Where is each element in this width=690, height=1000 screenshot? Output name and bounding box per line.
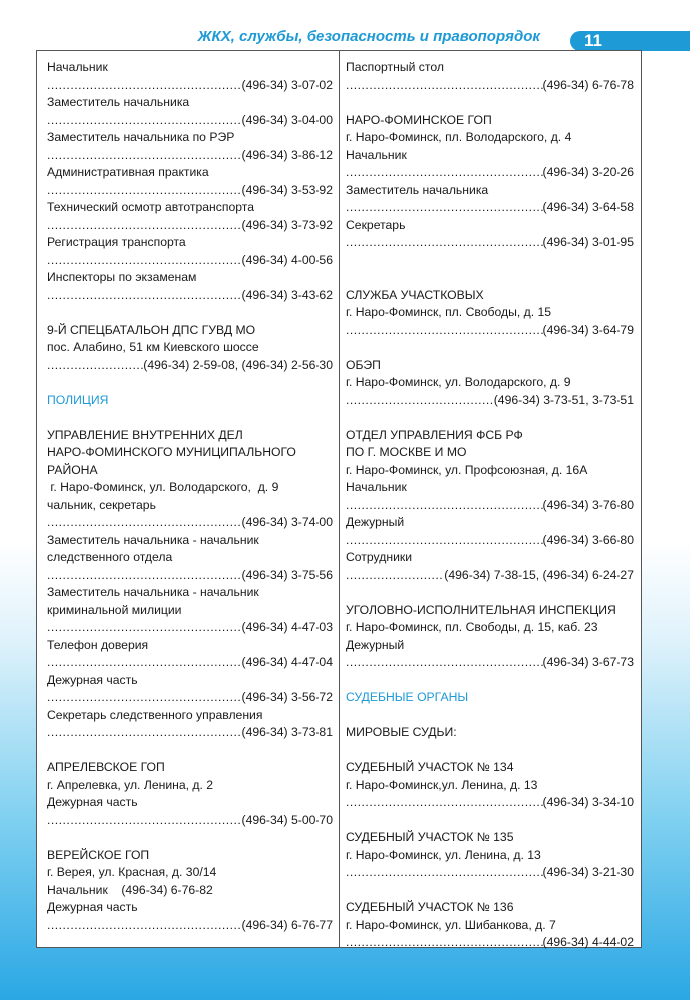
entry-phone-line: [346, 77, 634, 95]
entry-phone: (496-34) 3-21-30: [542, 865, 634, 879]
entry-phone: (496-34) 3-56-72: [241, 690, 333, 704]
entry-label: Заместитель начальника по РЭР: [47, 130, 235, 144]
uii-block: [346, 602, 634, 672]
court-136-block: [346, 899, 634, 952]
org-address: г. Наро-Фоминск, пл. Володарского, д. 4: [346, 130, 572, 144]
entry-phone-line: [346, 934, 634, 952]
entry-label: Заместитель начальника: [346, 182, 489, 197]
entry-phone: (496-34) 3-66-80: [542, 532, 634, 547]
directory-frame: [36, 50, 642, 948]
org-address: г. Наро-Фоминск, ул. Шибанкова, д. 7: [346, 917, 556, 932]
entry-phone-line: [47, 357, 333, 375]
court-134-block: [346, 759, 634, 812]
entry-label: криминальной милиции: [47, 602, 182, 617]
gibdd-block: [47, 59, 333, 304]
column-divider: [339, 51, 340, 947]
entry-phone: (496-34) 3-86-12: [241, 147, 333, 162]
entry-phone: (496-34) 2-59-08, (496-34) 2-56-30: [143, 357, 333, 372]
org-address: г. Наро-Фоминск, пл. Свободы, д. 15, каб. 23: [346, 620, 598, 634]
obep-block: [346, 357, 634, 410]
entry-phone-line: [346, 532, 634, 550]
entry-phone-line: [346, 199, 634, 217]
entry-phone-line: [47, 112, 333, 130]
entry-label: Секретарь: [346, 217, 406, 232]
org-address: г. Наро-Фоминск, ул. Володарского, д. 9: [346, 375, 571, 389]
page-title: ЖКХ, службы, безопасность и правопорядок: [197, 28, 540, 45]
entry-phone-line: [47, 689, 333, 707]
entry-label: Начальник: [47, 60, 108, 74]
entry-phone: (496-34) 3-43-62: [241, 287, 333, 302]
entry-phone-line: [47, 147, 333, 165]
passport-block: [346, 59, 634, 94]
entry-phone-line: [47, 654, 333, 672]
entry-label: Дежурный: [346, 515, 405, 529]
entry-phone-line: [47, 514, 333, 532]
entry-phone: (496-34) 3-76-80: [542, 497, 634, 512]
entry-phone-line: [47, 917, 333, 935]
entry-phone: (496-34) 3-64-79: [542, 322, 634, 337]
org-name: РАЙОНА: [47, 462, 98, 477]
entry-phone: (496-34) 4-47-03: [241, 620, 333, 634]
entry-label: Заместитель начальника - начальник: [47, 585, 259, 599]
entry-phone: (496-34) 3-34-10: [542, 795, 634, 809]
page-number-tab: [570, 31, 690, 51]
org-name: ВЕРЕЙСКОЕ ГОП: [47, 847, 150, 862]
entry-phone: (496-34) 3-67-73: [542, 655, 634, 669]
entry-label: Телефон доверия: [47, 637, 149, 652]
entry-label: Начальник: [346, 480, 407, 494]
entry-phone-line: [346, 864, 634, 882]
entry-phone: (496-34) 4-44-02: [542, 935, 634, 949]
entry-phone: (496-34) 3-73-92: [241, 217, 333, 232]
entry-phone-line: [47, 567, 333, 585]
org-address: г. Наро-Фоминск,ул. Ленина, д. 13: [346, 777, 538, 792]
entry-phone-line: [346, 234, 634, 252]
entry-phone: (496-34) 6-76-77: [241, 917, 333, 932]
entry-label: следственного отдела: [47, 550, 173, 564]
entry-label: Дежурный: [346, 637, 405, 652]
entry-label: Паспортный стол: [346, 60, 444, 74]
entry-phone: (496-34) 3-53-92: [241, 182, 333, 197]
section-title-police: ПОЛИЦИЯ: [47, 392, 109, 407]
entry-label: Начальник: [346, 147, 407, 162]
entry-phone-line: [47, 182, 333, 200]
entry-label: Регистрация транспорта: [47, 235, 186, 249]
entry-phone-line: [346, 654, 634, 672]
entry-phone-line: [346, 794, 634, 812]
entry-phone-line: [47, 724, 333, 742]
entry-phone: (496-34) 3-75-56: [241, 567, 333, 582]
entry-phone: (496-34) 3-73-81: [241, 725, 333, 739]
subsection-title-judges: МИРОВЫЕ СУДЬИ:: [346, 725, 457, 739]
org-address: г. Наро-Фоминск, ул. Ленина, д. 13: [346, 847, 541, 862]
entry-phone-line: [47, 812, 333, 830]
page-header: [0, 28, 690, 50]
entry-label: Заместитель начальника: [47, 95, 190, 109]
entry-label: Сотрудники: [346, 550, 413, 564]
entry-phone: (496-34) 6-76-78: [542, 77, 634, 92]
entry-phone-line: [47, 217, 333, 235]
org-name: ОБЭП: [346, 357, 381, 372]
org-address: пос. Алабино, 51 км Киевского шоссе: [47, 340, 259, 354]
entry-phone: (496-34) 3-07-02: [241, 77, 333, 92]
org-name: 9-Й СПЕЦБАТАЛЬОН ДПС ГУВД МО: [47, 322, 256, 337]
entry-label: чальник, секретарь: [47, 497, 156, 512]
entry-phone: (496-34) 5-00-70: [241, 812, 333, 827]
entry-phone-line: [47, 619, 333, 637]
org-address: г. Наро-Фоминск, ул. Володарского, д. 9: [47, 480, 279, 494]
entry-phone: (496-34) 3-20-26: [542, 165, 634, 179]
org-name: УГОЛОВНО-ИСПОЛНИТЕЛЬНАЯ ИНСПЕКЦИЯ: [346, 602, 616, 617]
uvd-block: [47, 427, 333, 742]
aprelevka-block: [47, 759, 333, 829]
entry-phone: (496-34) 3-74-00: [241, 515, 333, 529]
section-title-courts: СУДЕБНЫЕ ОРГАНЫ: [346, 690, 469, 704]
court-135-block: [346, 829, 634, 882]
entry-label: Дежурная часть: [47, 672, 138, 687]
entry-label: Заместитель начальника - начальник: [47, 532, 259, 547]
entry-phone-line: [47, 77, 333, 95]
entry-phone: (496-34) 3-01-95: [542, 235, 634, 249]
entry-phone-line: [346, 392, 634, 410]
fsb-block: [346, 427, 634, 585]
entry-label: Инспекторы по экзаменам: [47, 270, 197, 284]
org-name: УПРАВЛЕНИЕ ВНУТРЕННИХ ДЕЛ: [47, 427, 243, 442]
org-address: г. Апрелевка, ул. Ленина, д. 2: [47, 777, 214, 792]
entry-phone: (496-34) 4-47-04: [241, 655, 333, 669]
org-name: НАРО-ФОМИНСКОЕ ГОП: [346, 112, 492, 127]
uchastkovye-block: [346, 287, 634, 340]
page-number: 11: [584, 31, 602, 50]
entry-label: Начальник (496-34) 6-76-82: [47, 882, 213, 897]
org-name: НАРО-ФОМИНСКОГО МУНИЦИПАЛЬНОГО: [47, 445, 296, 459]
org-name: СУДЕБНЫЙ УЧАСТОК № 134: [346, 760, 514, 774]
entry-label: Секретарь следственного управления: [47, 707, 263, 722]
org-address: г. Наро-Фоминск, пл. Свободы, д. 15: [346, 305, 552, 319]
entry-phone-line: [346, 567, 634, 585]
left-column: [47, 59, 333, 934]
org-name: АПРЕЛЕВСКОЕ ГОП: [47, 760, 165, 774]
vereya-block: [47, 847, 333, 935]
org-name: СУДЕБНЫЙ УЧАСТОК № 136: [346, 900, 514, 914]
entry-label: Дежурная часть: [47, 900, 138, 914]
entry-phone: (496-34) 4-00-56: [241, 252, 333, 267]
entry-phone: (496-34) 3-04-00: [241, 112, 333, 127]
entry-label: Административная практика: [47, 165, 209, 179]
entry-phone-line: [346, 497, 634, 515]
entry-phone-line: [47, 287, 333, 305]
entry-label: Технический осмотр автотранспорта: [47, 200, 254, 214]
entry-phone: (496-34) 7-38-15, (496-34) 6-24-27: [444, 567, 634, 582]
org-address: г. Наро-Фоминск, ул. Профсоюзная, д. 16А: [346, 462, 588, 477]
org-name: СЛУЖБА УЧАСТКОВЫХ: [346, 287, 484, 302]
org-address: г. Верея, ул. Красная, д. 30/14: [47, 865, 217, 879]
org-name: СУДЕБНЫЙ УЧАСТОК № 135: [346, 830, 514, 844]
entry-phone-line: [346, 164, 634, 182]
entry-phone-line: [47, 252, 333, 270]
entry-phone: (496-34) 3-64-58: [542, 200, 634, 214]
entry-label: Дежурная часть: [47, 795, 138, 809]
right-column: [346, 59, 634, 952]
dps-block: [47, 322, 333, 375]
org-name: ОТДЕЛ УПРАВЛЕНИЯ ФСБ РФ: [346, 427, 523, 442]
narofominsk-gop-block: [346, 112, 634, 252]
entry-phone-line: [346, 322, 634, 340]
entry-phone: (496-34) 3-73-51, 3-73-51: [493, 392, 634, 407]
org-name: ПО Г. МОСКВЕ И МО: [346, 445, 467, 459]
